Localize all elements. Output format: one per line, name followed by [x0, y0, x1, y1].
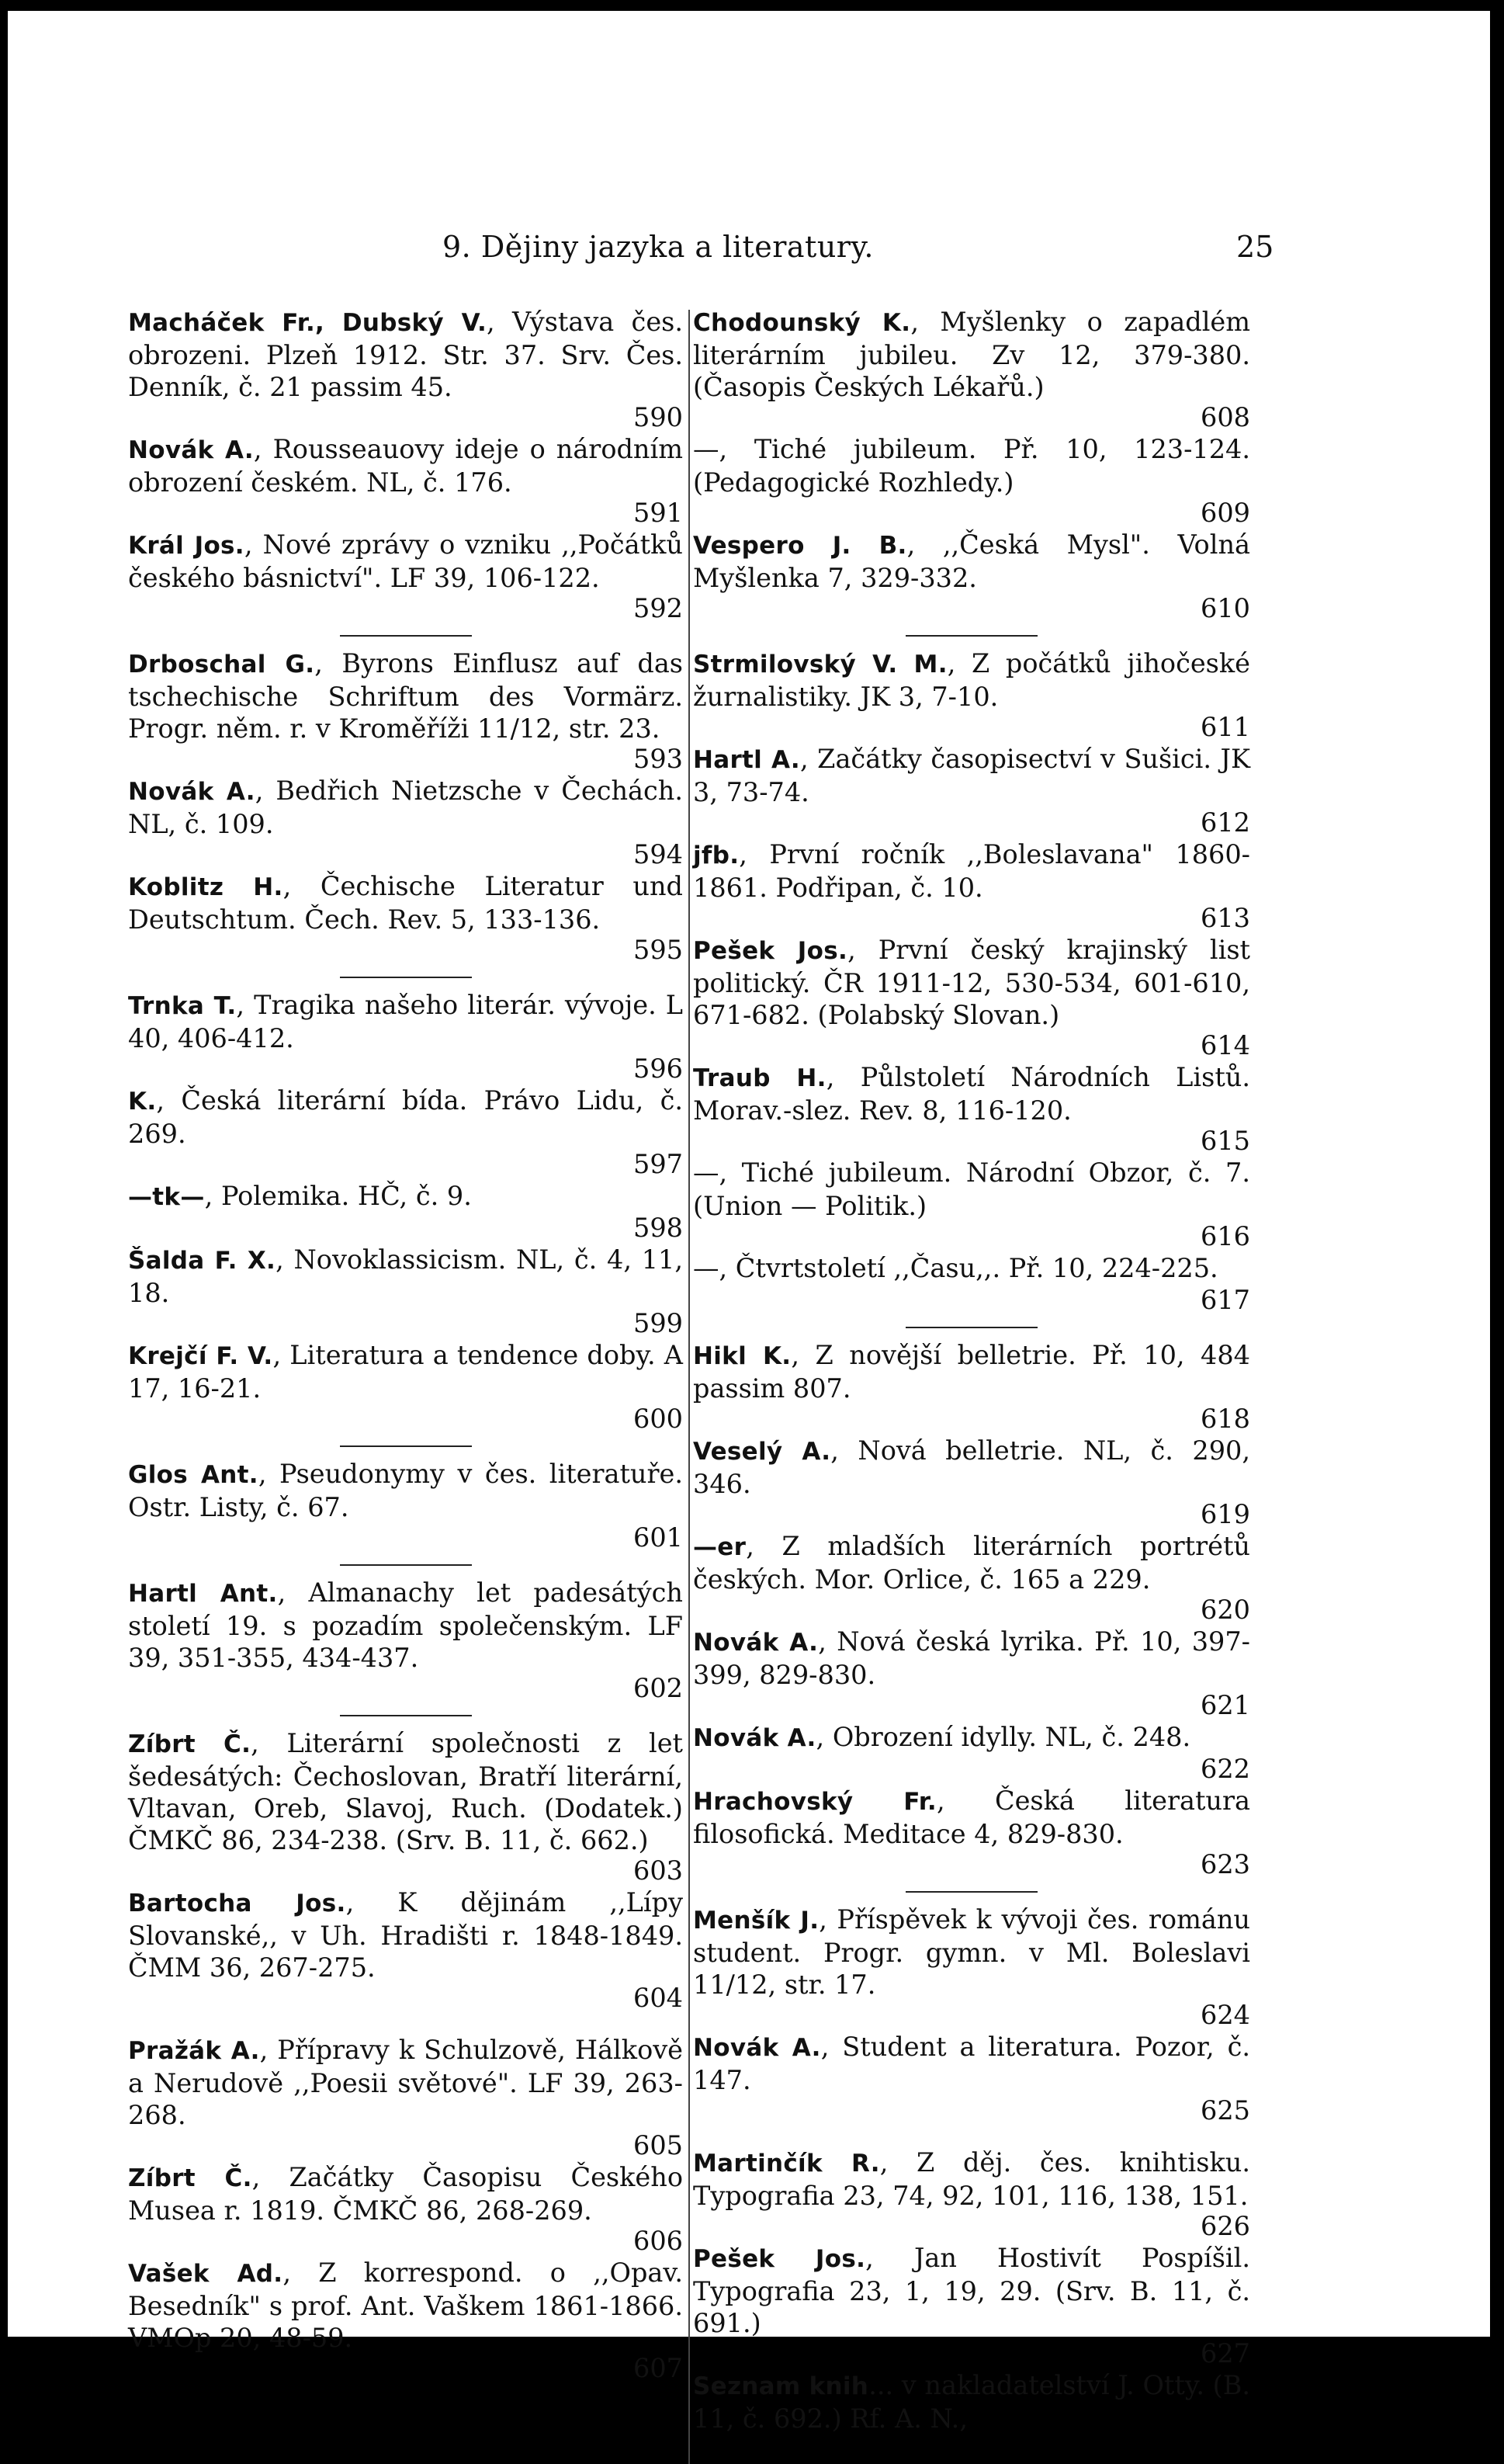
bibliography-entry: jfb., První ročník ,,Boleslavana" 1860-1861. Podřipan, č. 10. 613 [693, 839, 1250, 933]
entry-number: 598 [633, 1213, 683, 1243]
bibliography-entry: Pražák A., Přípravy k Schulzově, Hálkově a Nerudově ,,Poesii světové". LF 39, 263-268. 605 [128, 2035, 683, 2160]
bibliography-entry: Strmilovský V. M., Z počátků jihočeské žurnalistiky. JK 3, 7-10. 611 [693, 648, 1250, 742]
bibliography-entry: Šalda F. X., Novoklassicism. NL, č. 4, 11, 18. 599 [128, 1244, 683, 1338]
bibliography-entry: Pešek Jos., První český krajinský list politický. ČR 1911-12, 530-534, 601-610, 671-682. (Polabský Slovan.) 614 [693, 935, 1250, 1060]
section-divider [128, 966, 683, 989]
entry-number: 623 [1201, 1849, 1250, 1879]
bibliography-entry: Král Jos., Nové zprávy o vzniku ,,Počátků českého básnictví". LF 39, 106-122. 592 [128, 529, 683, 623]
bibliography-entry: Novák A., Obrození idylly. NL, č. 248. 622 [693, 1722, 1250, 1784]
bibliography-entry: Hartl A., Začátky časopisectví v Sušici. JK 3, 73-74. 612 [693, 744, 1250, 838]
bibliography-entry: Bartocha Jos., K dějinám ,,Lípy Slovanské,, v Uh. Hradišti r. 1848-1849. ČMM 36, 267-275. 604 [128, 1887, 684, 2013]
entry-number: 613 [1201, 903, 1250, 933]
bibliography-entry: Novák A., Rousseauovy ideje o národním obrození českém. NL, č. 176. 591 [128, 434, 683, 528]
bibliography-entry: Menšík J., Příspěvek k vývoji čes. románu student. Progr. gymn. v Ml. Boleslavi 11/12, str. 17. 624 [693, 1904, 1250, 2030]
bibliography-entry: Novák A., Bedřich Nietzsche v Čechách. NL, č. 109. 594 [128, 776, 683, 869]
left-column [128, 306, 683, 2384]
entry-number: 600 [633, 1404, 683, 1434]
entry-number: 617 [1201, 1285, 1250, 1315]
bibliography-entry: —, Tiché jubileum. Národní Obzor, č. 7. (Union — Politik.) 616 [693, 1157, 1250, 1251]
entry-number: 609 [1201, 498, 1250, 528]
bibliography-entry: Seznam knih... v nakladatelství J. Otty. (B. 11, č. 692.) Rf. A. N., [693, 2370, 1250, 2434]
entry-number: 622 [1201, 1754, 1250, 1784]
section-divider [128, 1704, 683, 1727]
entry-number: 594 [633, 839, 683, 869]
entry-number: 590 [633, 402, 683, 432]
bibliography-entry: Chodounský K., Myšlenky o zapadlém literárním jubileu. Zv 12, 379-380. (Časopis Českých Lékařů.) 608 [693, 307, 1251, 432]
bibliography-entry: Zíbrt Č., Začátky Časopisu Českého Musea r. 1819. ČMKČ 86, 268-269. 606 [128, 2162, 683, 2256]
bibliography-entry: Veselý A., Nová belletrie. NL, č. 290, 346. 619 [693, 1435, 1250, 1529]
bibliography-entry: Glos Ant., Pseudonymy v čes. literatuře. Ostr. Listy, č. 67. 601 [128, 1459, 684, 1553]
entry-number: 627 [1201, 2338, 1250, 2369]
section-divider [128, 624, 683, 647]
entry-number: 621 [1201, 1690, 1250, 1720]
entry-number: 615 [1201, 1126, 1250, 1156]
section-divider [128, 1553, 683, 1577]
entry-number: 616 [1201, 1221, 1250, 1251]
entry-number: 614 [1201, 1030, 1250, 1060]
page-header [8, 230, 1490, 276]
entry-number: 610 [1201, 593, 1250, 623]
bibliography-entry: Hartl Ant., Almanachy let padesátých století 19. s pozadím společenským. LF 39, 351-355, 434-437. 602 [128, 1577, 683, 1703]
bibliography-entry: —tk—, Polemika. HČ, č. 9. 598 [128, 1181, 683, 1243]
bibliography-entry: Drboschal G., Byrons Einflusz auf das tschechische Schriftum des Vormärz. Progr. něm. r. v Kroměříži 11/12, str. 23. 593 [128, 648, 683, 774]
entry-number: 624 [1201, 2000, 1250, 2030]
right-column [693, 306, 1250, 2435]
bibliography-entry: K., Česká literární bída. Právo Lidu, č. 269. 597 [128, 1085, 683, 1179]
bibliography-entry: Hrachovský Fr., Česká literatura filosofická. Meditace 4, 829-830. 623 [693, 1786, 1250, 1879]
bibliography-entry: Vespero J. B., ,,Česká Mysl". Volná Myšlenka 7, 329-332. 610 [693, 529, 1250, 623]
bibliography-entry: Novák A., Student a literatura. Pozor, č. 147. 625 [693, 2032, 1250, 2126]
entry-number: 611 [1201, 712, 1250, 742]
section-divider [128, 1435, 683, 1458]
bibliography-entry: Traub H., Půlstoletí Národních Listů. Morav.-slez. Rev. 8, 116-120. 615 [693, 1062, 1251, 1156]
bibliography-entry: Trnka T., Tragika našeho literár. vývoje. L 40, 406-412. 596 [128, 990, 683, 1084]
entry-number: 591 [633, 498, 683, 528]
entry-number: 626 [1201, 2211, 1250, 2241]
bibliography-entry: Vašek Ad., Z korrespond. o ,,Opav. Besedník" s prof. Ant. Vaškem 1861-1866. VMOp 20, 48-59. 607 [128, 2258, 683, 2383]
page-number: 25 [1236, 230, 1274, 264]
bibliography-entry: —, Tiché jubileum. Př. 10, 123-124. (Pedagogické Rozhledy.) 609 [693, 434, 1250, 528]
bibliography-entry: Pešek Jos., Jan Hostivít Pospíšil. Typografia 23, 1, 19, 29. (Srv. B. 11, č. 691.) 627 [693, 2243, 1250, 2369]
entry-number: 608 [1201, 402, 1250, 432]
entry-number: 599 [633, 1308, 683, 1338]
bibliography-entry: Martinčík R., Z děj. čes. knihtisku. Typografia 23, 74, 92, 101, 116, 138, 151. 626 [693, 2147, 1250, 2241]
bibliography-entry: —er, Z mladších literárních portrétů českých. Mor. Orlice, č. 165 a 229. 620 [693, 1531, 1250, 1625]
entry-number: 607 [633, 2353, 683, 2383]
entry-number: 605 [633, 2130, 683, 2160]
entry-number: 612 [1201, 807, 1250, 838]
entry-number: 593 [633, 744, 683, 774]
bibliography-entry: Koblitz H., Čechische Literatur und Deutschtum. Čech. Rev. 5, 133-136. 595 [128, 871, 683, 965]
entry-number: 595 [633, 935, 683, 965]
entry-number: 592 [633, 593, 683, 623]
page [8, 11, 1490, 2434]
entry-number: 603 [633, 1855, 683, 1886]
section-divider [693, 1316, 1250, 1339]
entry-number: 596 [633, 1053, 683, 1084]
entry-number: 604 [633, 1983, 683, 2013]
bibliography-entry: Hikl K., Z novější belletrie. Př. 10, 484 passim 807. 618 [693, 1340, 1250, 1434]
entry-number: 618 [1201, 1404, 1250, 1434]
entry-number: 602 [633, 1673, 683, 1703]
chapter-title: 9. Dějiny jazyka a literatury. [442, 230, 874, 264]
bibliography-entry: Zíbrt Č., Literární společnosti z let šedesátých: Čechoslovan, Bratří literární, Vltavan, Oreb, Slavoj, Ruch. (Dodatek.) ČMKČ 86, 234-238. (Srv. B. 11, č. 662.) 603 [128, 1728, 683, 1886]
bibliography-entry: Novák A., Nová česká lyrika. Př. 10, 397-399, 829-830. 621 [693, 1626, 1250, 1720]
entry-number: 620 [1201, 1595, 1250, 1625]
bibliography-entry: Macháček Fr., Dubský V., Výstava čes. obrozeni. Plzeň 1912. Str. 37. Srv. Čes. Denník, č. 21 passim 45. 590 [128, 307, 683, 432]
bibliography-entry: Krejčí F. V., Literatura a tendence doby. A 17, 16-21. 600 [128, 1340, 683, 1434]
section-divider [693, 1880, 1250, 1904]
entry-number: 619 [1201, 1499, 1250, 1529]
section-divider [693, 624, 1250, 647]
entry-number: 601 [633, 1522, 683, 1553]
entry-number: 597 [633, 1149, 683, 1179]
bibliography-entry: —, Čtvrtstoletí ,,Času,,. Př. 10, 224-225. 617 [693, 1253, 1250, 1315]
entry-number: 625 [1201, 2095, 1250, 2126]
column-separator [688, 310, 690, 2464]
entry-number: 606 [633, 2226, 683, 2256]
